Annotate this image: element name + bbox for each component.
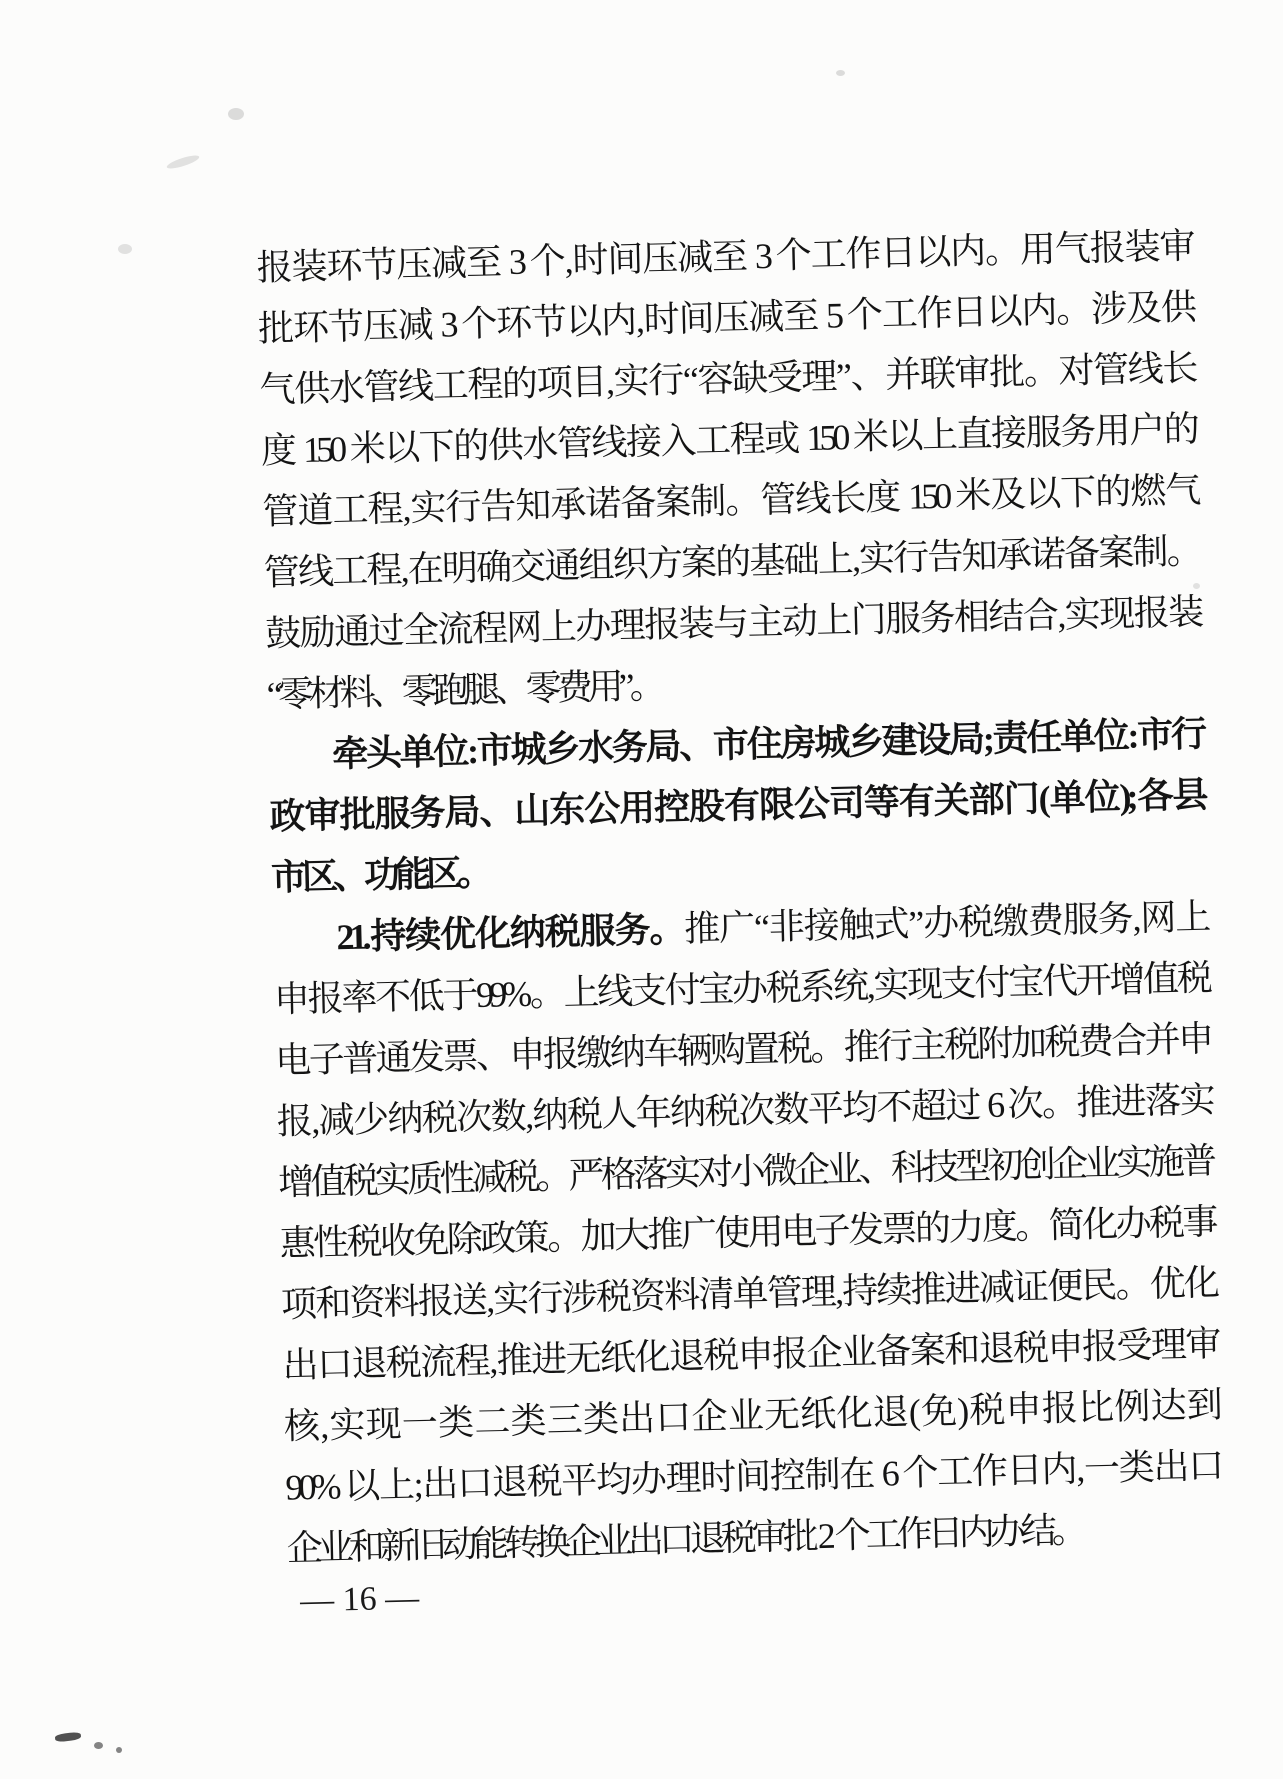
page-number: — 16 — bbox=[299, 1579, 420, 1620]
lead-unit-line: 牵头单位:市城乡水务局、市住房城乡建设局;责任单位:市行 bbox=[331, 713, 1203, 775]
text-line: “零材料、零跑腿、零费用”。 bbox=[266, 665, 662, 715]
text-line: 管线工程,在明确交通组织方案的基础上,实行告知承诺备案制。 bbox=[263, 530, 1199, 593]
text-line: 报装环节压减至 3 个,时间压减至 3 个工作日以内。用气报装审 bbox=[256, 225, 1191, 288]
text-line: 90% 以上;出口退税平均办理时间控制在 6 个工作日内,一类出口 bbox=[284, 1445, 1220, 1508]
text-line: 鼓励通过全流程网上办理报装与主动上门服务相结合,实现报装 bbox=[264, 591, 1200, 654]
item21-heading-rest: 推广“非接触式”办税缴费服务,网上 bbox=[683, 896, 1207, 950]
text-line: 项和资料报送,实行涉税资料清单管理,持续推进减证便民。优化 bbox=[280, 1262, 1216, 1325]
text-line: 电子普通发票、申报缴纳车辆购置税。推行主税附加税费合并申 bbox=[274, 1018, 1210, 1081]
text-line: 申报率不低于99%。上线支付宝办税系统,实现支付宝代开增值税 bbox=[273, 957, 1209, 1020]
text-line: 管道工程,实行告知承诺备案制。管线长度 150 米及以下的燃气 bbox=[261, 469, 1197, 532]
item21-heading: 21.持续优化纳税服务。 bbox=[336, 909, 685, 958]
lead-unit-line: 政审批服务局、山东公用控股有限公司等有关部门(单位);各县 bbox=[269, 774, 1204, 837]
scan-noise-mark bbox=[55, 1731, 82, 1742]
text-line: 惠性税收免除政策。加大推广使用电子发票的力度。简化办税事 bbox=[279, 1201, 1214, 1264]
text-line: 报,减少纳税次数,纳税人年纳税次数平均不超过 6 次。推进落实 bbox=[276, 1079, 1212, 1142]
scan-noise-mark bbox=[94, 1742, 103, 1749]
lead-unit-line: 市区、功能区。 bbox=[270, 852, 489, 898]
scan-noise-mark bbox=[116, 1747, 122, 1753]
text-line: 出口退税流程,推进无纸化退税申报企业备案和退税申报受理审 bbox=[282, 1323, 1217, 1386]
text-line: 气供水管线工程的项目,实行“容缺受理”、并联审批。对管线长 bbox=[259, 347, 1194, 410]
scan-noise-mark bbox=[836, 70, 845, 76]
text-line: 度 150 米以下的供水管线接入工程或 150 米以上直接服务用户的 bbox=[260, 408, 1196, 471]
text-line: 增值税实质性减税。严格落实对小微企业、科技型初创企业实施普 bbox=[277, 1140, 1213, 1203]
text-line: 批环节压减 3 个环节以内,时间压减至 5 个工作日以内。涉及供 bbox=[257, 286, 1193, 349]
text-line: 企业和新旧动能转换企业出口退税审批 2 个工作日内办结。 bbox=[286, 1509, 1084, 1569]
text-line: 核,实现一类二类三类出口企业无纸化退(免)税申报比例达到 bbox=[283, 1384, 1219, 1447]
document-text-block bbox=[256, 216, 1222, 1622]
scan-noise-mark bbox=[118, 244, 132, 254]
scan-noise-mark bbox=[228, 108, 244, 120]
scan-noise-mark bbox=[166, 153, 201, 171]
